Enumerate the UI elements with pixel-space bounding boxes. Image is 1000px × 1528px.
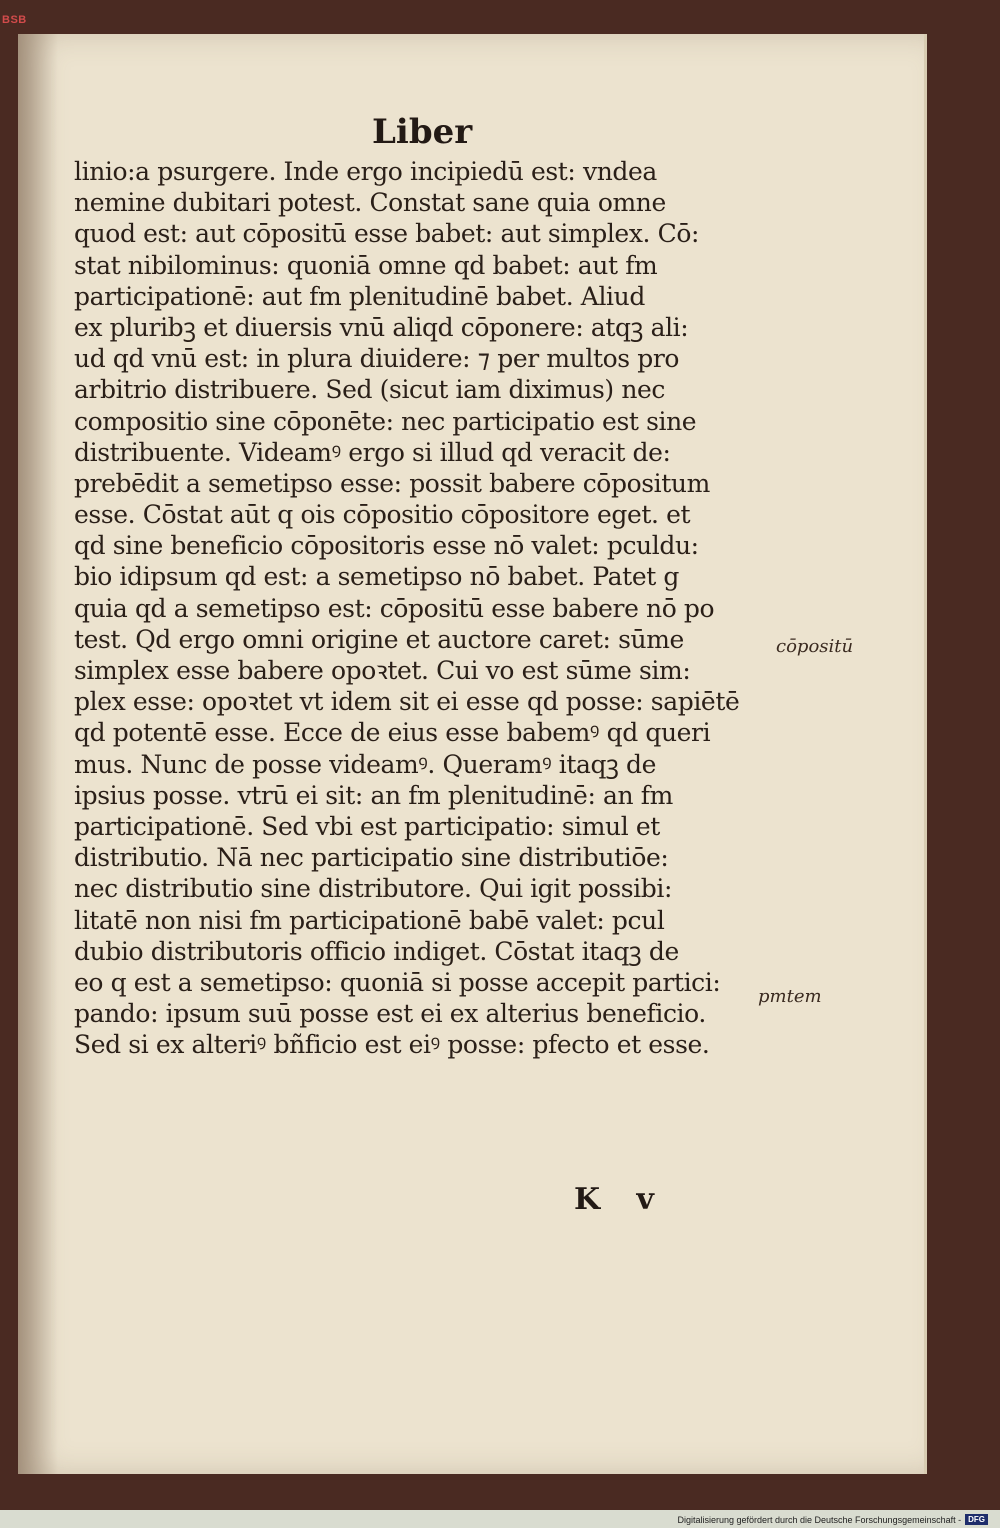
text-line: qd potentē esse. Ecce de eius esse babemꝰ qd queri (74, 718, 711, 748)
text-line: linio:a psurgere. Inde ergo incipiedū est: vndea (74, 157, 657, 186)
text-line: participationē: aut fm plenitudinē babet. Aliud (74, 281, 645, 311)
text-line: distribuente. Videamꝰ ergo si illud qd veracit de: (74, 437, 671, 467)
text-line: compositio sine cōponēte: nec participatio est sine (74, 406, 697, 436)
text-block (74, 156, 774, 1060)
signature-mark: K v (574, 1182, 654, 1217)
text-line: plex esse: opoꝛtet vt idem sit ei esse qd posse: sapiētē (74, 687, 740, 717)
footer-text: Digitalisierung gefördert durch die Deutsche Forschungsgemeinschaft - (677, 1514, 962, 1525)
text-line: quia qd a semetipso est: cōpositū esse babere nō po (74, 593, 715, 623)
text-line: nec distributio sine distributore. Qui igit possibi: (74, 874, 672, 904)
text-line: distributio. Nā nec participatio sine distributiōe: (74, 843, 669, 873)
text-line: ud qd vnū est: in plura diuidere: ⁊ per multos pro (74, 344, 680, 374)
page-header: Liber (372, 112, 473, 152)
text-line: esse. Cōstat aūt q ois cōpositio cōpositore eget. et (74, 500, 691, 530)
text-line: nemine dubitari potest. Constat sane quia omne (74, 188, 666, 218)
text-line: quod est: aut cōpositū esse babet: aut simplex. Cō: (74, 219, 700, 249)
text-line: stat nibilominus: quoniā omne qd babet: aut fm (74, 250, 658, 280)
library-mark: BSB (2, 14, 27, 26)
dfg-logo-icon: DFG (965, 1514, 988, 1525)
footer (677, 1514, 988, 1525)
text-line: ipsius posse. vtrū ei sit: an fm plenitudinē: an fm (74, 780, 673, 810)
text-line: litatē non nisi fm participationē babē valet: pcul (74, 905, 665, 935)
text-line: dubio distributoris officio indiget. Cōstat itaqꝫ de (74, 936, 679, 966)
text-line: prebēdit a semetipso esse: possit babere cōpositum (74, 468, 710, 498)
text-line: test. Qd ergo omni origine et auctore caret: sūme (74, 624, 684, 654)
text-line: pando: ipsum suū posse est ei ex alterius beneficio. (74, 999, 706, 1029)
text-line: Sed si ex alteriꝰ bñficio est eiꝰ posse: pfecto et esse. (74, 1030, 710, 1060)
text-line: eo q est a semetipso: quoniā si posse accepit partici: (74, 967, 721, 997)
margin-note: pmtem (758, 986, 822, 1007)
text-line: mus. Nunc de posse videamꝰ. Queramꝰ itaqꝫ de (74, 749, 657, 779)
text-line: ex pluribꝫ et diuersis vnū aliqd cōponere: atqꝫ ali: (74, 312, 689, 342)
text-line: simplex esse babere opoꝛtet. Cui vo est sūme sim: (74, 656, 691, 685)
text-line: arbitrio distribuere. Sed (sicut iam diximus) nec (74, 375, 666, 405)
margin-note: cōpositū (776, 636, 854, 657)
text-line: bio idipsum qd est: a semetipso nō babet. Patet g (74, 562, 680, 592)
text-line: qd sine beneficio cōpositoris esse nō valet: pculdu: (74, 531, 699, 561)
text-line: participationē. Sed vbi est participatio: simul et (74, 811, 660, 841)
